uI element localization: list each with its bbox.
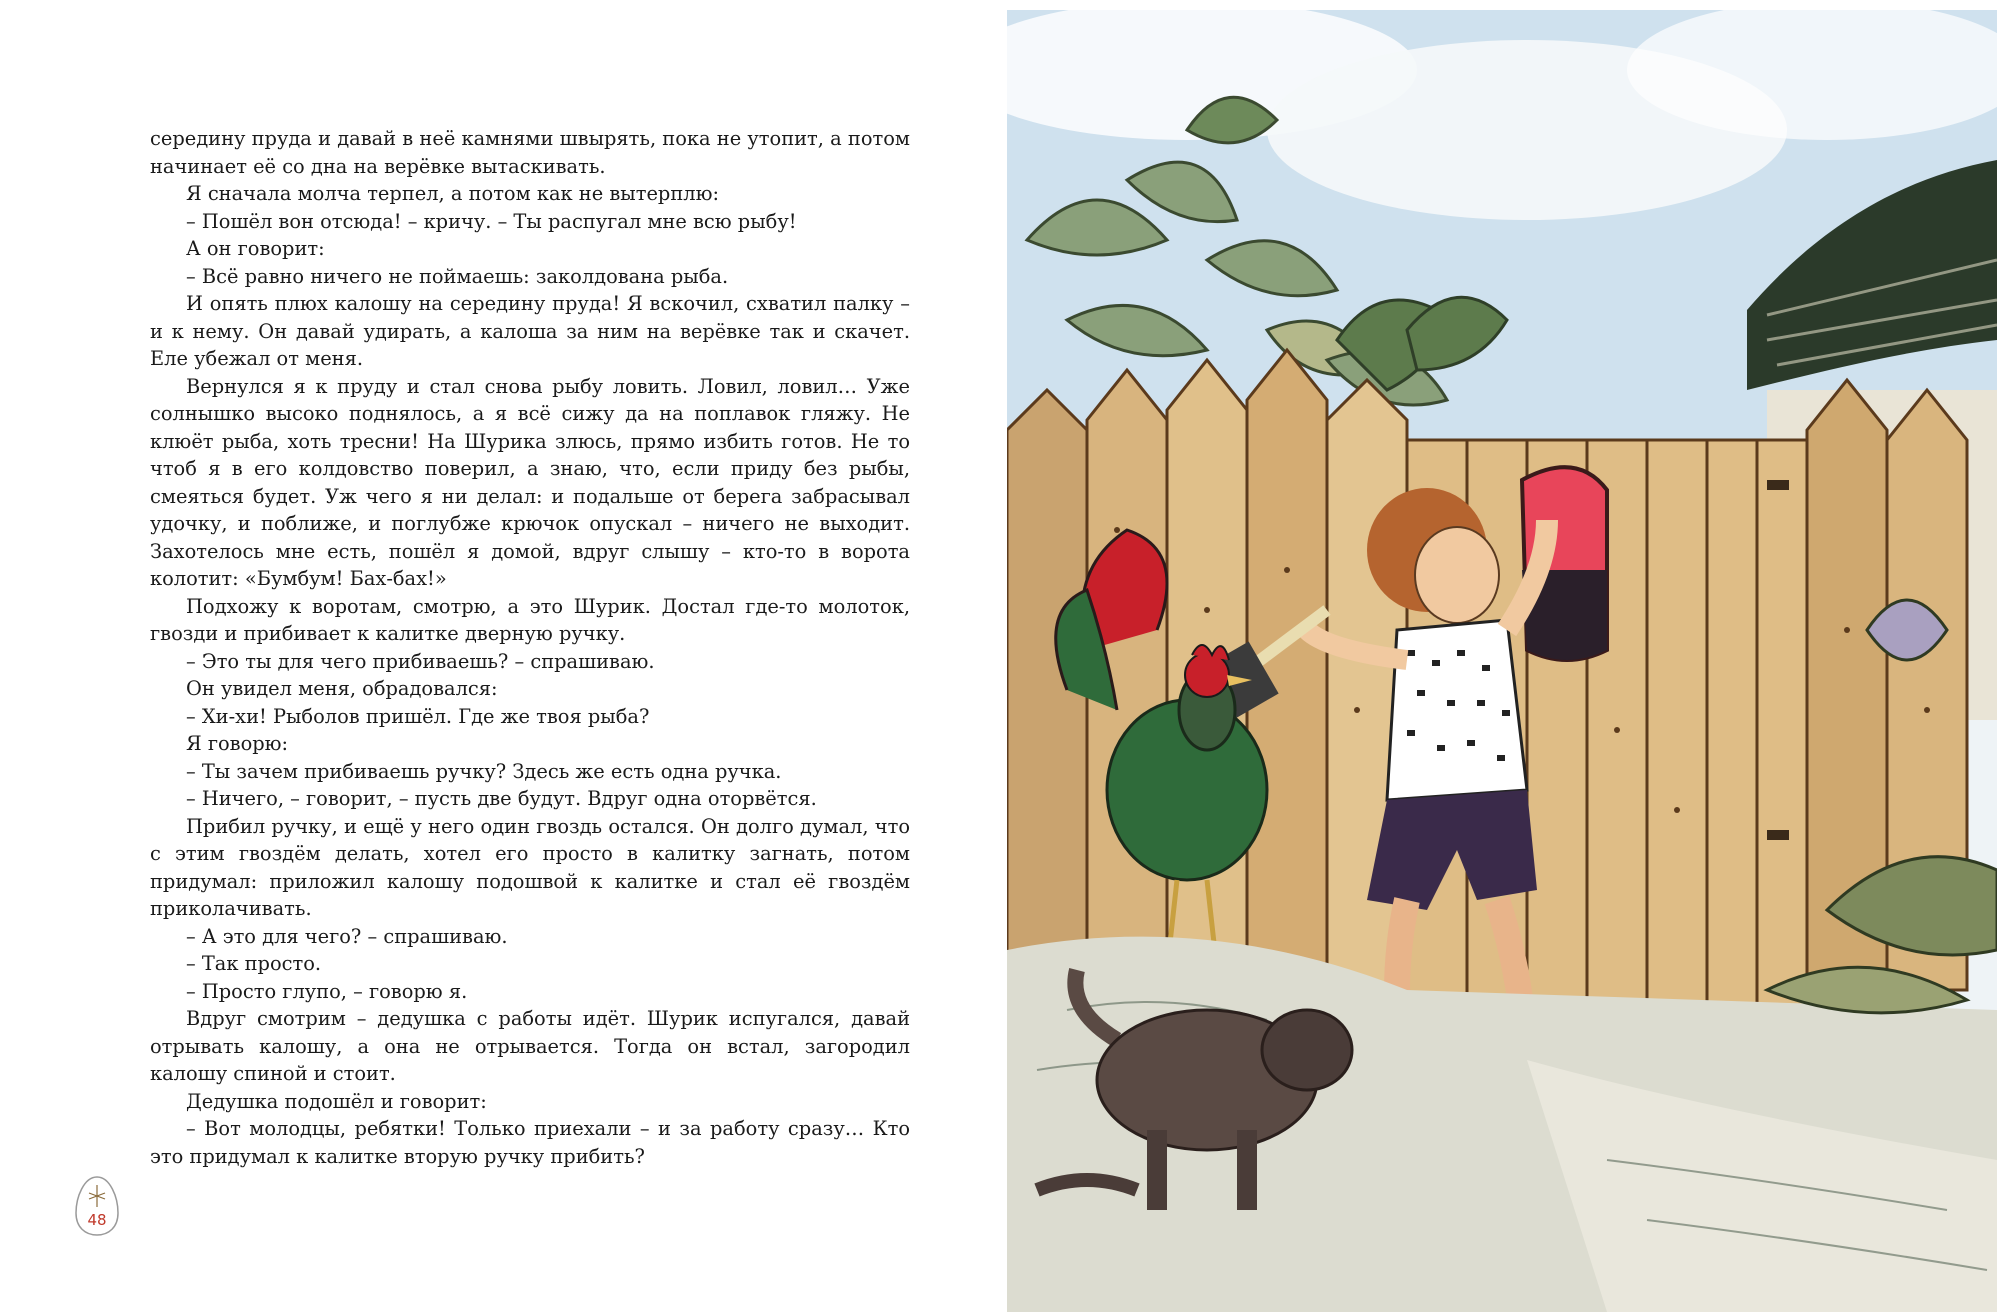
paragraph: середину пруда и давай в неё камнями швырять, пока не утопит, а потом начинает её со дна на верёвке вытаскивать. [150, 127, 910, 178]
dialog-line: – Ничего, – говорит, – пусть две будут. Вдруг одна оторвётся. [186, 787, 817, 810]
dialog-line: – Ты зачем прибиваешь ручку? Здесь же есть одна ручка. [186, 759, 782, 783]
dialog-line: – Это ты для чего прибиваешь? – спрашиваю. [186, 649, 655, 673]
paragraph: А он говорит: [186, 237, 325, 260]
paragraph: Прибил ручку, и ещё у него один гвоздь остался. Он долго думал, что с этим гвоздём делать, хотел его просто в калитку загнать, потом придумал: приложил калошу подошвой к калитке и стал её гвоздём приколачивать. [150, 814, 910, 920]
paragraph: Я говорю: [186, 732, 289, 755]
paragraph: Вдруг смотрим – дедушка с работы идёт. Шурик испугался, давай отрывать калошу, а она не отрывается. Тогда он встал, загородил калошу спиной и стоит. [150, 1007, 910, 1085]
page-number-badge [74, 1175, 120, 1237]
paragraph: Вернулся я к пруду и стал снова рыбу ловить. Ловил, ловил… Уже солнышко высоко поднялось, а я всё сижу да на поплавок гляжу. Не клюёт рыба, хоть тресни! На Шурика злюсь, прямо избить готов. Не то чтоб я в его колдовство поверил, а знаю, что, если приду без рыбы, смеяться будет. Уж чего я ни делал: и подальше от берега забрасывал удочку, и поближе, и поглубже крючок опускал – ничего не выходит. Захотелось мне есть, пошёл я домой, вдруг слышу – кто-то в ворота колотит: «Бумбум! Бах-бах!» [150, 374, 910, 590]
paragraph: Я сначала молча терпел, а потом как не вытерплю: [186, 182, 719, 205]
paragraph: И опять плюх калошу на середину пруда! Я вскочил, схватил палку – и к нему. Он давай удирать, а калоша за ним на верёвке так и скачет. Еле убежал от меня. [150, 292, 910, 370]
illustration-drawing [1007, 10, 1997, 1312]
dialog-line: – Так просто. [186, 952, 322, 975]
dialog-line: – Всё равно ничего не поймаешь: заколдована рыба. [186, 264, 729, 288]
dialog-line: – Просто глупо, – говорю я. [186, 979, 468, 1003]
paragraph: Подхожу к воротам, смотрю, а это Шурик. Достал где-то молоток, гвозди и прибивает к калитке дверную ручку. [150, 594, 910, 645]
story-text [150, 125, 910, 1170]
paragraph: Он увидел меня, обрадовался: [186, 677, 498, 700]
dialog-line: – Хи-хи! Рыболов пришёл. Где же твоя рыба? [186, 704, 650, 728]
page-number: 48 [87, 1211, 107, 1229]
illustration-page [1000, 0, 2000, 1315]
dialog-line: – Вот молодцы, ребятки! Только приехали – и за работу сразу… Кто это придумал к калитке вторую ручку прибить? [150, 1117, 910, 1168]
dialog-line: – Пошёл вон отсюда! – кричу. – Ты распугал мне всю рыбу! [186, 209, 797, 233]
paragraph: Дедушка подошёл и говорит: [186, 1089, 487, 1113]
illustration [1007, 10, 1997, 1312]
dialog-line: – А это для чего? – спрашиваю. [186, 924, 508, 948]
